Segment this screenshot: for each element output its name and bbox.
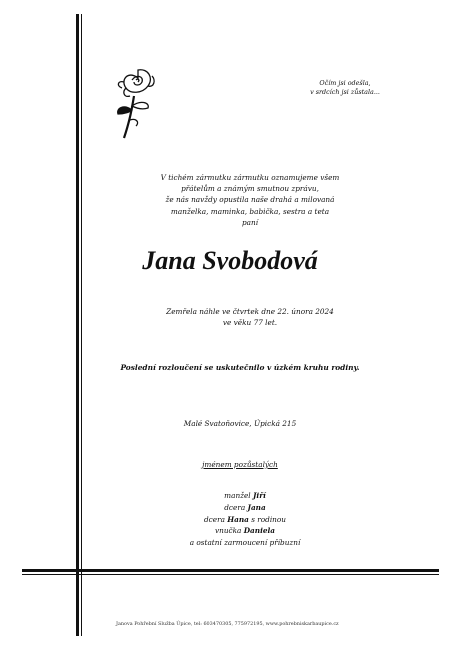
family-list [150, 490, 340, 549]
family-member: dcera Jana [224, 502, 266, 512]
deceased-name: Jana Svobodová [142, 246, 318, 275]
death-line: ve věku 77 let. [222, 318, 278, 327]
quote-line: v srdcích jsi zůstala... [310, 88, 380, 96]
farewell-note: Poslední rozloučení se uskutečnilo v úzkém kruhu rodiny. [120, 363, 360, 372]
intro-line: V tichém zármutku zármutku oznamujeme všem [160, 173, 340, 182]
intro-line: manželka, maminka, babička, sestra a teta [170, 206, 330, 216]
intro-text [150, 172, 350, 228]
border-vertical-line-thin [81, 14, 82, 636]
intro-line: přátelům a známým smutnou zprávu, [181, 184, 319, 194]
border-vertical-line [76, 14, 79, 636]
rose-icon [110, 58, 166, 140]
family-member: manžel Jiří [224, 491, 266, 500]
border-horizontal-line [22, 569, 439, 572]
family-member: dcera Hana s rodinou [204, 514, 286, 524]
on-behalf-heading: jménem pozůstalých [202, 460, 278, 469]
family-member: vnučka Daniela [215, 526, 275, 536]
address: Malé Svatoňovice, Úpická 215 [183, 419, 297, 428]
intro-line: paní [241, 217, 259, 227]
quote [300, 79, 390, 97]
border-horizontal-line-thin [22, 574, 439, 575]
footer-contact: Janova Pohřební Služba Úpice, tel: 603470305, 775972195, www.pohrebniskarbaupice.cz [116, 621, 339, 627]
quote-line: Očím jsi odešla, [319, 79, 371, 87]
intro-line: že nás navždy opustila naše drahá a milovaná [165, 195, 335, 205]
death-info [150, 306, 350, 328]
death-line: Zemřela náhle ve čtvrtek dne 22. února 2024 [166, 307, 334, 316]
family-member: a ostatní zarmoucení příbuzní [189, 538, 301, 548]
